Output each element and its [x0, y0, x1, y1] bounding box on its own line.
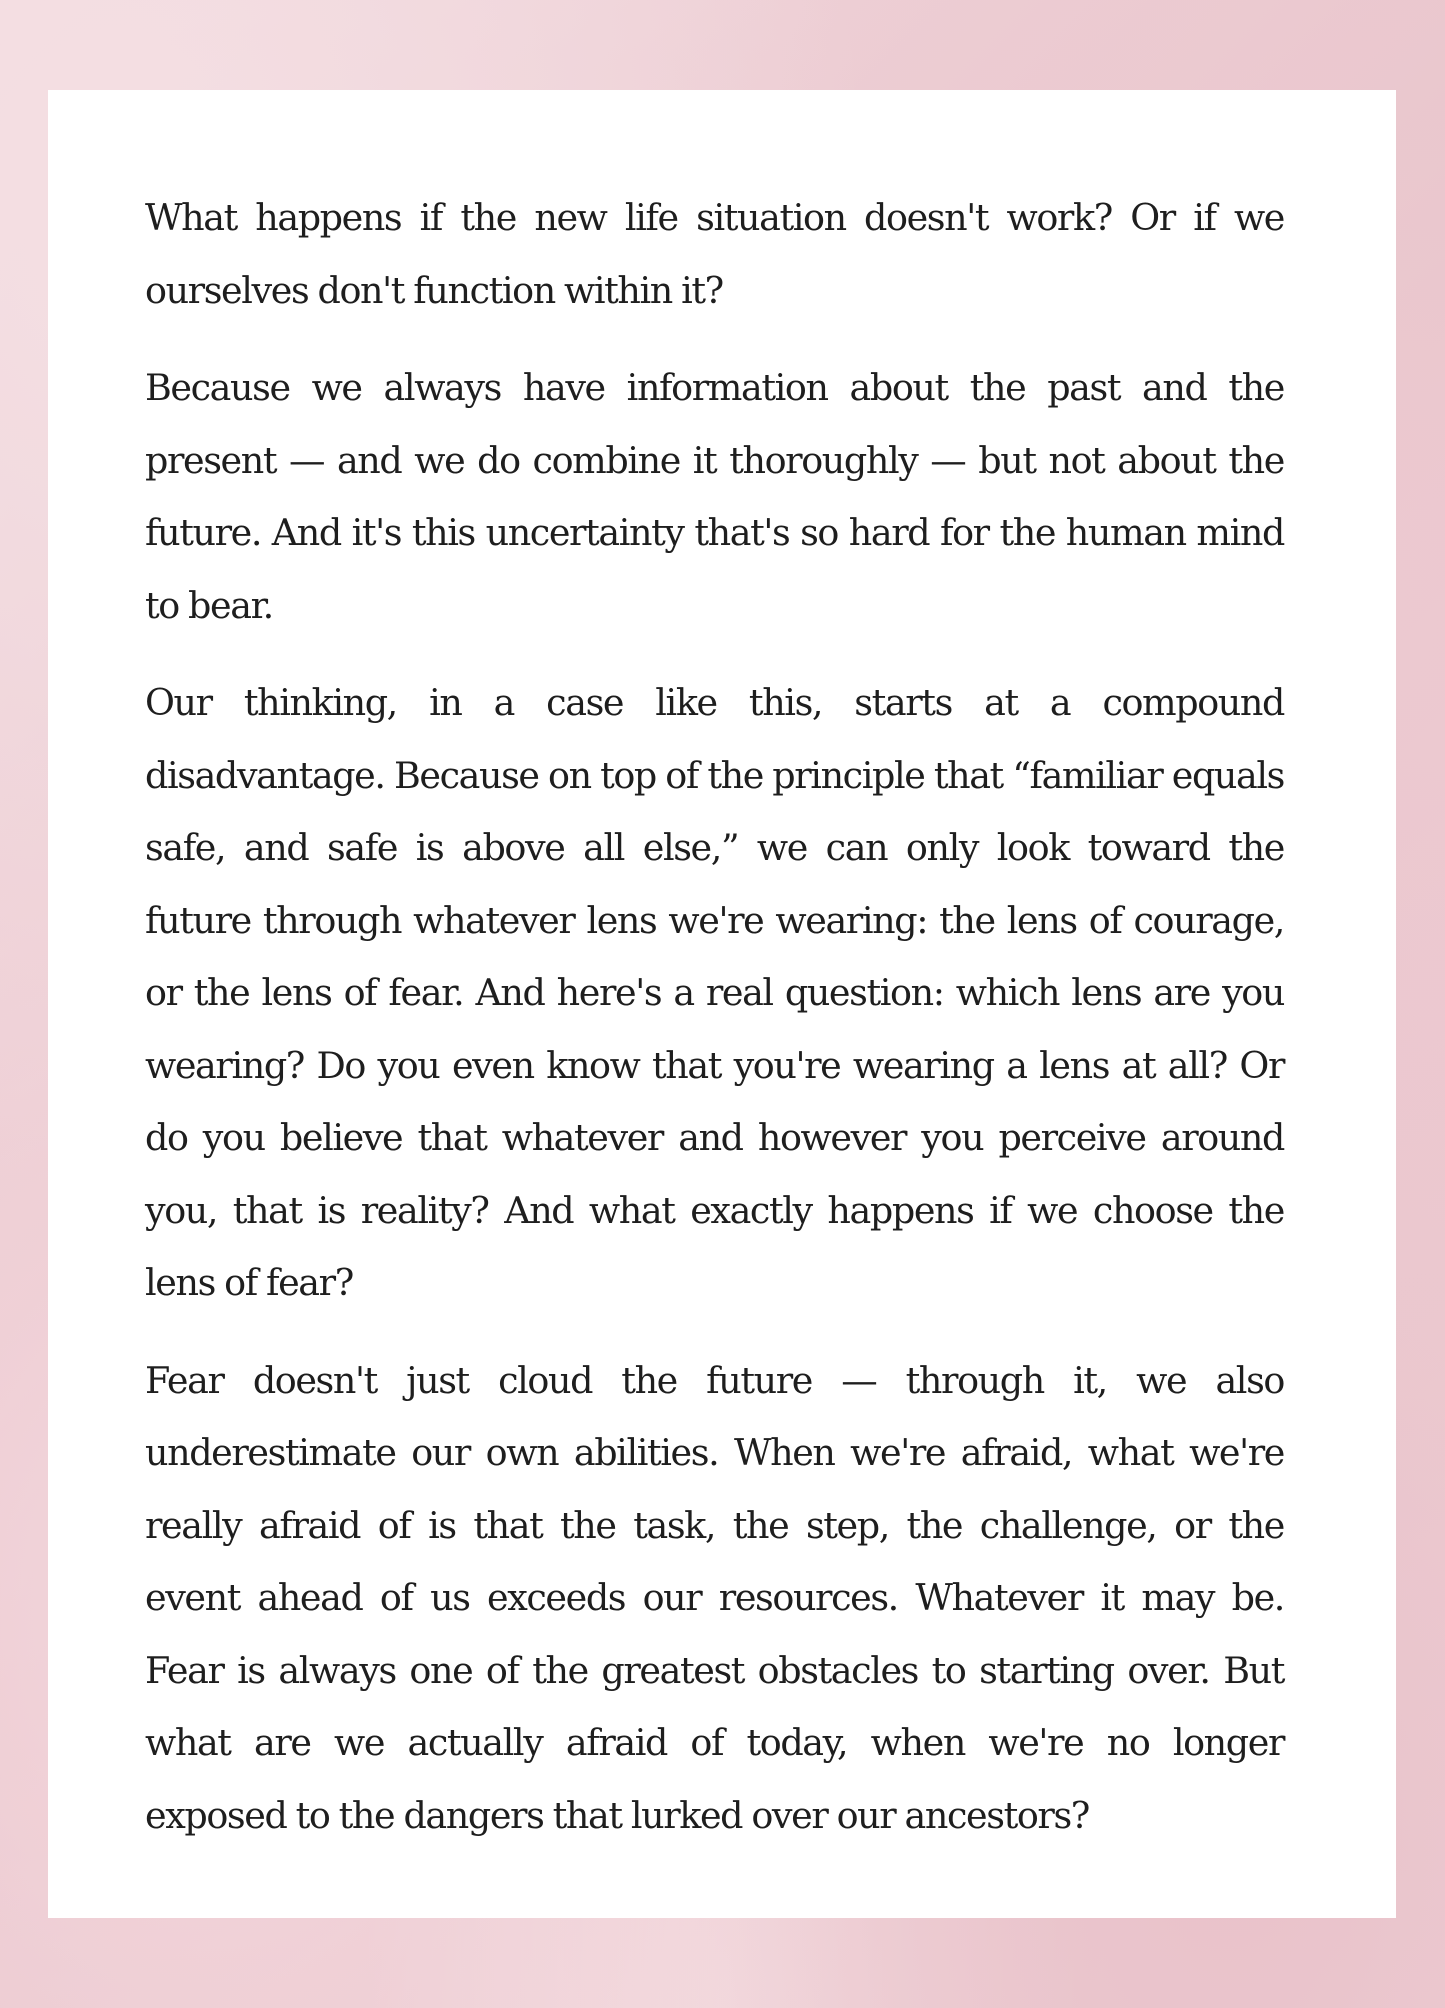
paragraph-2: Because we always have information about the past and the present — and we do combine it thoroughly — but not about the future. And it's this uncertainty that's so hard for the human mind to bear.: [145, 366, 1284, 627]
document-page: [48, 90, 1396, 1918]
paragraph-1: What happens if the new life situation doesn't work? Or if we ourselves don't function within it?: [145, 196, 1284, 312]
paragraph-4: Fear doesn't just cloud the future — through it, we also underestimate our own abilities. When we're afraid, what we're really afraid of is that the task, the step, the challenge, or the event ahead of us exceeds our resources. Whatever it may be. Fear is always one of the greatest obstacles to starting over. But what are we actually afraid of today, when we're no longer exposed to the dangers that lurked over our ancestors?: [145, 1358, 1284, 1837]
paragraph-3: Our thinking, in a case like this, starts at a compound disadvantage. Because on top of the principle that “familiar equals safe, and safe is above all else,” we can only look toward the future through whatever lens we're wearing: the lens of courage, or the lens of fear. And here's a real question: which lens are you wearing? Do you even know that you're wearing a lens at all? Or do you believe that whatever and however you perceive around you, that is reality? And what exactly happens if we choose the lens of fear?: [145, 681, 1284, 1304]
